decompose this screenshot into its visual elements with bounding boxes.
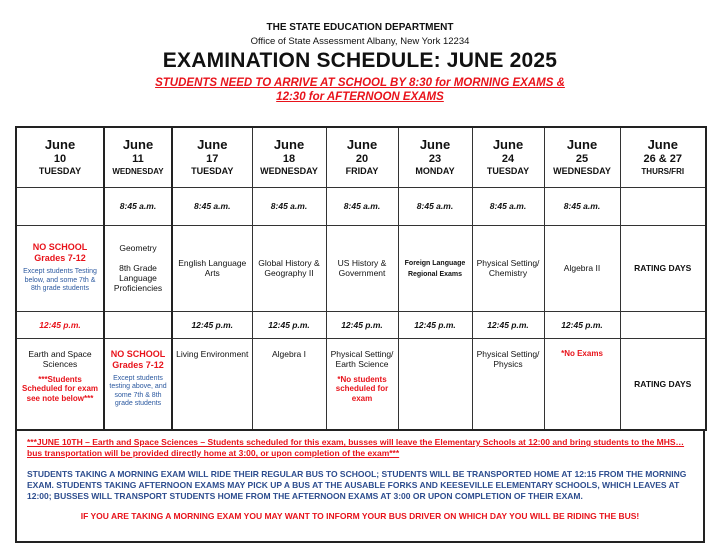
date-cell: June 20 FRIDAY <box>326 127 398 187</box>
morning-time: 8:45 a.m. <box>398 187 472 225</box>
morning-exam-cell: Foreign Language Regional Exams <box>398 225 472 311</box>
afternoon-exam-cell: *No Exams <box>544 338 620 430</box>
morning-time: 8:45 a.m. <box>326 187 398 225</box>
afternoon-exam-cell: Physical Setting/ Earth Science *No students scheduled for exam <box>326 338 398 430</box>
page-title: EXAMINATION SCHEDULE: JUNE 2025 <box>162 49 558 72</box>
morning-time-row <box>16 187 706 225</box>
empty-cell <box>620 311 706 338</box>
date-cell: June 11 WEDNESDAY <box>104 127 172 187</box>
bus-driver-reminder: IF YOU ARE TAKING A MORNING EXAM YOU MAY WANT TO INFORM YOUR BUS DRIVER ON WHICH DAY YOU WILL BE RIDING THE BUS! <box>80 511 640 521</box>
afternoon-time: 12:45 p.m. <box>398 311 472 338</box>
morning-exams-row <box>16 225 706 311</box>
department-name: THE STATE EDUCATION DEPARTMENT <box>266 22 454 33</box>
date-cell: June 10 TUESDAY <box>16 127 104 187</box>
morning-time: 8:45 a.m. <box>544 187 620 225</box>
afternoon-time-row <box>16 311 706 338</box>
afternoon-time: 12:45 p.m. <box>544 311 620 338</box>
empty-cell <box>620 187 706 225</box>
morning-exam-cell: US History & Government <box>326 225 398 311</box>
transportation-notes <box>15 429 705 543</box>
afternoon-exams-row <box>16 338 706 430</box>
empty-cell <box>398 338 472 430</box>
morning-time: 8:45 a.m. <box>104 187 172 225</box>
afternoon-time: 12:45 p.m. <box>472 311 544 338</box>
afternoon-exam-cell: Earth and Space Sciences ***Students Scheduled for exam see note below*** <box>16 338 104 430</box>
afternoon-time: 12:45 p.m. <box>252 311 326 338</box>
morning-time: 8:45 a.m. <box>472 187 544 225</box>
date-cell: June 23 MONDAY <box>398 127 472 187</box>
morning-exam-cell: Algebra II <box>544 225 620 311</box>
afternoon-exam-cell: Physical Setting/ Physics <box>472 338 544 430</box>
rating-days: RATING DAYS <box>620 338 706 430</box>
date-cell: June 24 TUESDAY <box>472 127 544 187</box>
empty-cell <box>16 187 104 225</box>
date-header-row <box>16 127 706 187</box>
date-cell: June 18 WEDNESDAY <box>252 127 326 187</box>
empty-cell <box>104 311 172 338</box>
schedule-table <box>15 126 707 431</box>
afternoon-time: 12:45 p.m. <box>172 311 252 338</box>
morning-time: 8:45 a.m. <box>252 187 326 225</box>
arrival-notice-line2: 12:30 for AFTERNOON EXAMS <box>276 91 444 103</box>
morning-exam-cell: NO SCHOOL Grades 7-12 Except students Testing below, and some 7th & 8th grade students <box>16 225 104 311</box>
afternoon-exam-cell: NO SCHOOL Grades 7-12 Except students testing above, and some 7th & 8th grade students <box>104 338 172 430</box>
morning-exam-cell: English Language Arts <box>172 225 252 311</box>
arrival-notice <box>0 76 720 104</box>
morning-exam-cell: Global History & Geography II <box>252 225 326 311</box>
june-10-note: ***JUNE 10TH – Earth and Space Sciences – Students scheduled for this exam, busses will leave the Elementary Schools at 12:00 and bring students to the MHS… bus transportation will be provided directly home at 3:00, or upon completion of the exam*** <box>27 437 685 458</box>
morning-time: 8:45 a.m. <box>172 187 252 225</box>
morning-exam-cell: Physical Setting/ Chemistry <box>472 225 544 311</box>
afternoon-exam-cell: Algebra I <box>252 338 326 430</box>
date-cell: June 26 & 27 THURS/FRI <box>620 127 706 187</box>
bus-schedule-note: STUDENTS TAKING A MORNING EXAM WILL RIDE THEIR REGULAR BUS TO SCHOOL; STUDENTS WILL BE TRANSPORTED HOME AT 12:15 FROM THE MORNING EXAM. STUDENTS TAKING AFTERNOON EXAMS MAY PICK UP A BUS AT THE AUSABLE FORKS AND KEESEVILLE ELEMENTARY SCHOOLS, WHICH LEAVES AT 12:00; BUSSES WILL TRANSPORT STUDENTS HOME FROM THE AFTERNOON EXAMS AT 3:00 OR UPON COMPLETION OF THEIR EXAM. <box>27 469 687 501</box>
morning-exam-cell: Geometry 8th Grade Language Proficiencies <box>104 225 172 311</box>
afternoon-exam-cell: Living Environment <box>172 338 252 430</box>
office-address: Office of State Assessment Albany, New York 12234 <box>250 36 470 47</box>
afternoon-time: 12:45 p.m. <box>16 311 104 338</box>
afternoon-time: 12:45 p.m. <box>326 311 398 338</box>
arrival-notice-line1: STUDENTS NEED TO ARRIVE AT SCHOOL BY 8:30 for MORNING EXAMS & <box>155 77 565 89</box>
rating-days: RATING DAYS <box>620 225 706 311</box>
date-cell: June 25 WEDNESDAY <box>544 127 620 187</box>
date-cell: June 17 TUESDAY <box>172 127 252 187</box>
